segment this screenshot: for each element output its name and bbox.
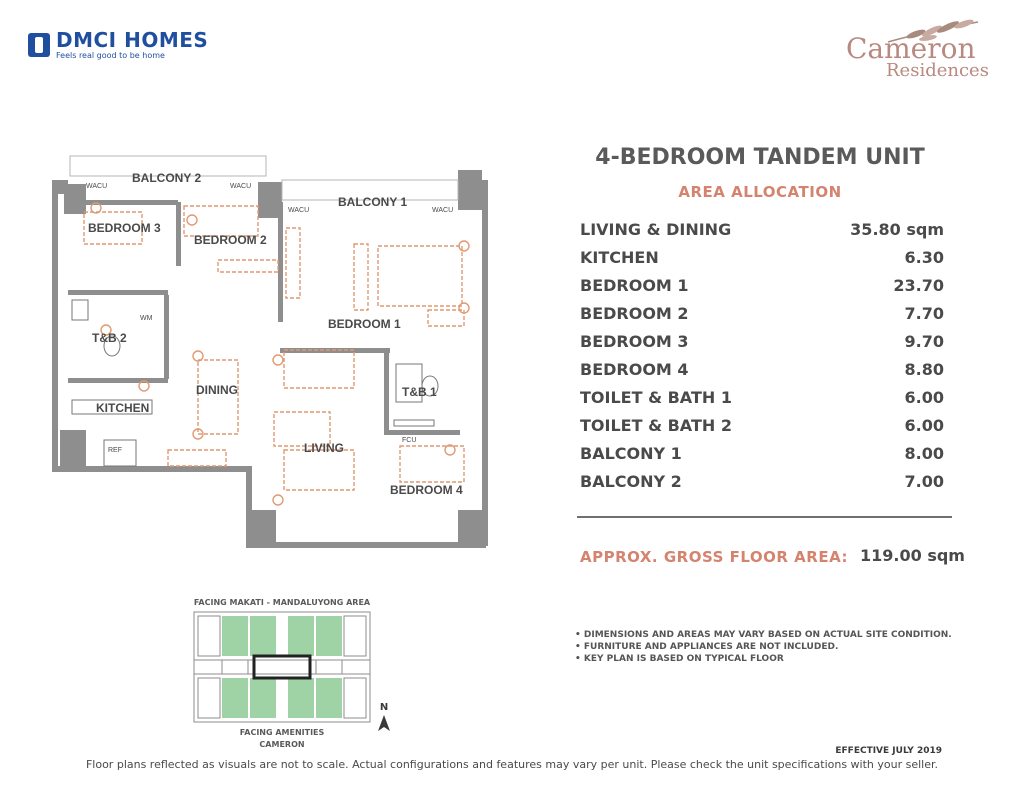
label-wacu-2: WACU [230, 183, 252, 190]
floor-plan [48, 150, 498, 560]
area-label: LIVING & DINING [580, 220, 732, 239]
area-row [580, 444, 944, 464]
cameron-title: Cameron [846, 32, 976, 65]
area-label: BALCONY 1 [580, 444, 682, 463]
area-value: 8.00 [904, 444, 944, 463]
dmci-tagline: Feels real good to be home [56, 51, 165, 60]
area-value: 6.00 [904, 416, 944, 435]
label-wacu-1: WACU [86, 183, 108, 190]
key-plan [188, 610, 376, 724]
label-bedroom-4: BEDROOM 4 [390, 483, 463, 497]
area-value: 6.00 [904, 388, 944, 407]
label-wm: WM [140, 315, 153, 322]
area-label: BALCONY 2 [580, 472, 682, 491]
north-label: N [379, 702, 389, 713]
effective-date: EFFECTIVE JULY 2019 [835, 746, 942, 756]
label-balcony-2: BALCONY 2 [132, 171, 202, 185]
area-row [580, 388, 944, 408]
area-label: BEDROOM 2 [580, 304, 689, 323]
area-value: 6.30 [904, 248, 944, 267]
label-ref: REF [108, 447, 122, 454]
area-value: 7.70 [904, 304, 944, 323]
area-label: BEDROOM 4 [580, 360, 689, 379]
label-balcony-1: BALCONY 1 [338, 195, 408, 209]
area-label: BEDROOM 3 [580, 332, 689, 351]
label-wacu-4: WACU [432, 207, 454, 214]
area-label: TOILET & BATH 1 [580, 388, 732, 407]
area-label: TOILET & BATH 2 [580, 416, 732, 435]
area-row [580, 248, 944, 268]
note-item: • FURNITURE AND APPLIANCES ARE NOT INCLUDED. [575, 642, 839, 652]
area-row [580, 360, 944, 380]
dmci-brand-name: DMCI HOMES [56, 28, 209, 52]
label-wacu-3: WACU [288, 207, 310, 214]
furniture [84, 206, 464, 490]
note-item: • DIMENSIONS AND AREAS MAY VARY BASED ON ACTUAL SITE CONDITION. [575, 630, 952, 640]
area-row [580, 276, 944, 296]
cameron-residences-logo [828, 14, 998, 84]
area-allocation-title: AREA ALLOCATION [678, 183, 842, 201]
keyplan-bottom-label: FACING AMENITIES [239, 728, 325, 737]
area-value: 7.00 [904, 472, 944, 491]
divider [577, 516, 952, 518]
label-tb-2: T&B 2 [92, 331, 127, 345]
area-value: 8.80 [904, 360, 944, 379]
dmci-logo-icon [28, 33, 50, 57]
area-value: 35.80 sqm [850, 220, 944, 239]
label-dining: DINING [196, 383, 238, 397]
label-bedroom-2: BEDROOM 2 [194, 233, 267, 247]
area-row [580, 472, 944, 492]
area-value: 9.70 [904, 332, 944, 351]
unit-title: 4-BEDROOM TANDEM UNIT [595, 145, 925, 170]
label-bedroom-1: BEDROOM 1 [328, 317, 401, 331]
north-arrow [376, 702, 392, 736]
keyplan-cameron-label: CAMERON [259, 740, 305, 749]
dmci-logo [28, 30, 208, 60]
gross-area-label: APPROX. GROSS FLOOR AREA: [580, 548, 848, 566]
area-row [580, 220, 944, 240]
area-label: BEDROOM 1 [580, 276, 689, 295]
notes [575, 629, 952, 665]
label-tb-1: T&B 1 [402, 385, 437, 399]
north-arrow-icon [376, 713, 392, 733]
area-row [580, 332, 944, 352]
area-row [580, 416, 944, 436]
area-value: 23.70 [893, 276, 944, 295]
note-item: • KEY PLAN IS BASED ON TYPICAL FLOOR [575, 654, 784, 664]
footer-disclaimer: Floor plans reflected as visuals are not to scale. Actual configurations and features may vary per unit. Please check the unit specifications with your seller. [85, 758, 939, 771]
area-row [580, 304, 944, 324]
label-bedroom-3: BEDROOM 3 [88, 221, 161, 235]
gross-area-value: 119.00 sqm [860, 546, 965, 565]
label-kitchen: KITCHEN [96, 401, 150, 415]
keyplan-top-label: FACING MAKATI - MANDALUYONG AREA [193, 598, 371, 607]
area-label: KITCHEN [580, 248, 659, 267]
residences-subtitle: Residences [886, 60, 989, 81]
label-living: LIVING [304, 441, 345, 455]
label-fcu: FCU [402, 437, 417, 444]
